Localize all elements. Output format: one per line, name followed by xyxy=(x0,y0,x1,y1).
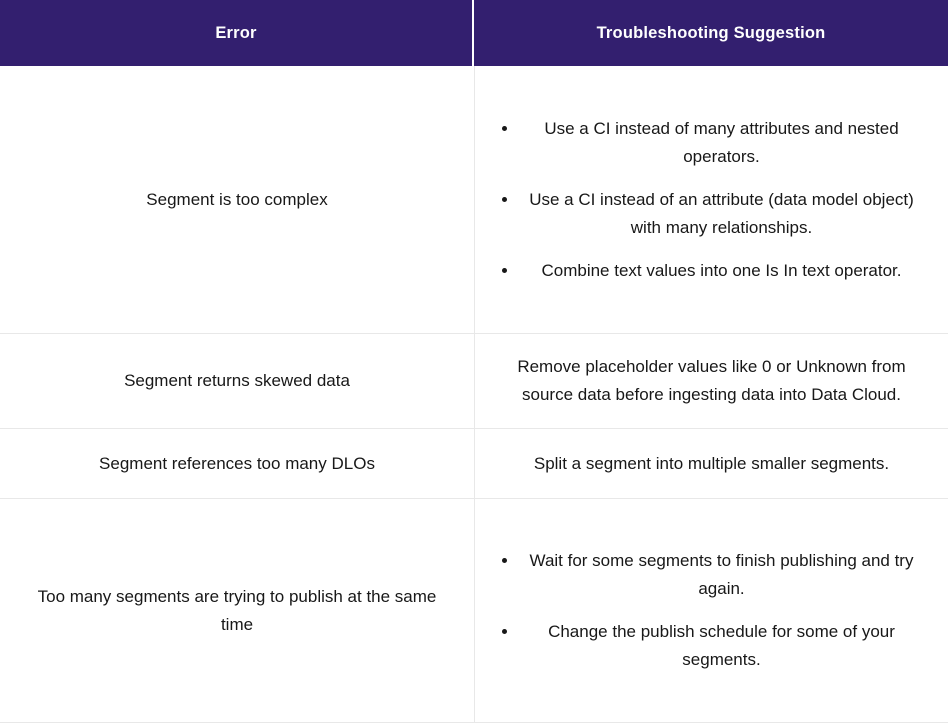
suggestion-item: • Combine text values into one Is In text operator. xyxy=(519,257,924,285)
error-text: Segment returns skewed data xyxy=(124,371,350,390)
error-cell xyxy=(0,334,475,428)
error-cell xyxy=(0,66,475,333)
suggestion-cell xyxy=(475,499,948,722)
error-text: Segment references too many DLOs xyxy=(99,453,375,473)
error-cell xyxy=(0,499,475,722)
suggestion-item: • Wait for some segments to finish publishing and try again. xyxy=(519,547,924,603)
suggestion-text: Split a segment into multiple smaller segments. xyxy=(533,453,890,473)
error-text: Too many segments are trying to publish at the same time xyxy=(37,586,437,634)
table-header-row xyxy=(0,0,948,66)
suggestion-list xyxy=(499,547,924,674)
suggestion-cell xyxy=(475,334,948,428)
column-header-troubleshooting-suggestion: Troubleshooting Suggestion xyxy=(596,24,826,42)
error-cell xyxy=(0,429,475,498)
table-row xyxy=(0,429,948,499)
suggestion-item: • Use a CI instead of an attribute (data model object) with many relationships. xyxy=(519,186,924,242)
suggestion-item: • Use a CI instead of many attributes and nested operators. xyxy=(519,115,924,171)
table-row xyxy=(0,66,948,334)
column-header-error: Error xyxy=(0,0,474,66)
table-row xyxy=(0,334,948,429)
suggestion-cell xyxy=(475,66,948,333)
table-row xyxy=(0,499,948,723)
suggestion-item: • Change the publish schedule for some of your segments. xyxy=(519,618,924,674)
suggestion-list xyxy=(499,115,924,285)
suggestion-text: Remove placeholder values like 0 or Unknown from source data before ingesting data into Data Cloud. xyxy=(517,357,906,404)
suggestion-cell xyxy=(475,429,948,498)
error-text: Segment is too complex xyxy=(146,189,328,209)
